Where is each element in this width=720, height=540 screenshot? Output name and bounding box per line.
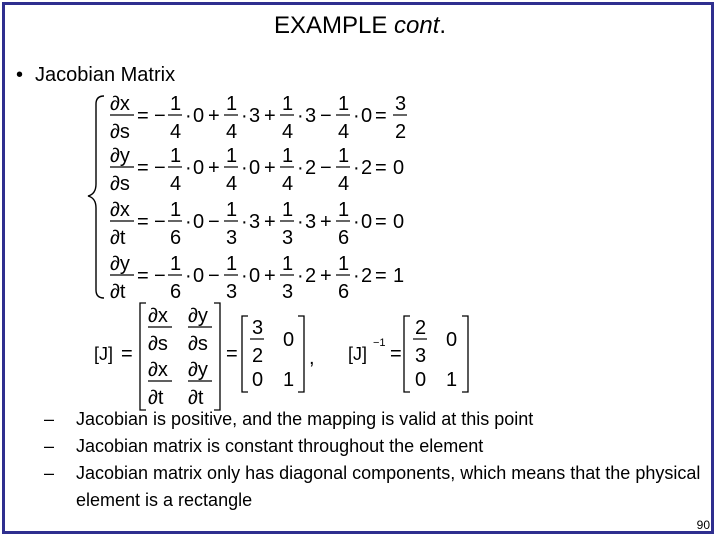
svg-text:0: 0	[252, 369, 264, 391]
sub-bullet-marker: –	[44, 409, 55, 429]
svg-text:3: 3	[305, 105, 317, 127]
sub-bullet-text: Jacobian is positive, and the mapping is valid at this point	[76, 409, 534, 429]
page-number: 90	[696, 518, 710, 532]
svg-text:0: 0	[249, 157, 261, 179]
svg-text:0: 0	[446, 329, 458, 351]
svg-text:0: 0	[393, 211, 405, 233]
svg-text:0: 0	[415, 369, 427, 391]
svg-text:3: 3	[226, 281, 238, 303]
svg-text:·: ·	[297, 157, 304, 179]
svg-text:∂y: ∂y	[188, 359, 208, 381]
svg-text:·: ·	[353, 157, 360, 179]
svg-text:4: 4	[282, 173, 294, 195]
bullet-text: Jacobian Matrix	[35, 64, 176, 86]
svg-text:1: 1	[282, 145, 294, 167]
svg-text:∂y: ∂y	[110, 145, 130, 167]
bullet-marker: •	[16, 64, 24, 86]
svg-text:2: 2	[395, 121, 407, 143]
svg-text:+: +	[208, 157, 220, 179]
svg-text:3: 3	[226, 227, 238, 249]
svg-text:·: ·	[241, 105, 248, 127]
svg-text:−: −	[154, 105, 166, 127]
svg-text:4: 4	[226, 173, 238, 195]
svg-text:=: =	[137, 105, 149, 127]
svg-text:=: =	[137, 265, 149, 287]
sub-bullet-text: Jacobian matrix only has diagonal components, which means that the physical element is a rectangle	[76, 463, 701, 510]
svg-text:1: 1	[170, 145, 182, 167]
svg-text:1: 1	[170, 253, 182, 275]
svg-text:=: =	[137, 157, 149, 179]
svg-text:+: +	[264, 105, 276, 127]
svg-text:0: 0	[193, 105, 205, 127]
svg-text:=: =	[375, 211, 387, 233]
svg-text:−: −	[320, 157, 332, 179]
svg-text:·: ·	[297, 105, 304, 127]
sub-bullet-item	[44, 460, 704, 514]
svg-text:3: 3	[282, 281, 294, 303]
equation-dx-dt	[110, 199, 404, 249]
svg-text:∂s: ∂s	[110, 173, 130, 195]
svg-text:1: 1	[282, 199, 294, 221]
svg-text:−: −	[154, 265, 166, 287]
svg-text:3: 3	[415, 345, 427, 367]
svg-text:1: 1	[226, 93, 238, 115]
svg-text:1: 1	[283, 369, 295, 391]
svg-text:·: ·	[241, 211, 248, 233]
svg-text:·: ·	[241, 157, 248, 179]
svg-text:∂s: ∂s	[188, 333, 208, 355]
svg-text:3: 3	[395, 93, 407, 115]
sub-bullet-text: Jacobian matrix is constant throughout the element	[76, 436, 484, 456]
svg-text:0: 0	[193, 265, 205, 287]
svg-text:∂s: ∂s	[110, 121, 130, 143]
svg-text:+: +	[208, 105, 220, 127]
svg-text:2: 2	[305, 157, 317, 179]
svg-text:∂s: ∂s	[148, 333, 168, 355]
equation-dy-ds	[110, 145, 404, 195]
svg-text:6: 6	[170, 227, 182, 249]
svg-text:1: 1	[282, 253, 294, 275]
svg-text:=: =	[375, 105, 387, 127]
sub-bullet-marker: –	[44, 436, 55, 456]
svg-text:=: =	[121, 343, 133, 365]
svg-text:∂t: ∂t	[188, 387, 204, 409]
svg-text:2: 2	[415, 317, 427, 339]
svg-text:1: 1	[393, 265, 405, 287]
equation-dy-dt	[110, 253, 404, 303]
svg-text:−: −	[320, 105, 332, 127]
svg-text:3: 3	[282, 227, 294, 249]
svg-text:1: 1	[226, 199, 238, 221]
svg-text:−: −	[154, 157, 166, 179]
svg-text:·: ·	[185, 105, 192, 127]
svg-text:3: 3	[305, 211, 317, 233]
svg-text:0: 0	[361, 105, 373, 127]
svg-text:∂t: ∂t	[110, 281, 126, 303]
svg-text:·: ·	[185, 211, 192, 233]
svg-text:+: +	[264, 211, 276, 233]
svg-text:+: +	[264, 265, 276, 287]
svg-text:1: 1	[338, 93, 350, 115]
svg-text:∂x: ∂x	[148, 359, 168, 381]
svg-text:0: 0	[393, 157, 405, 179]
svg-text:0: 0	[361, 211, 373, 233]
sub-bullet-item	[44, 406, 704, 433]
svg-text:3: 3	[249, 211, 261, 233]
svg-text:4: 4	[338, 173, 350, 195]
svg-text:=: =	[390, 343, 402, 365]
sub-bullet-item	[44, 433, 704, 460]
svg-text:·: ·	[185, 265, 192, 287]
svg-text:6: 6	[170, 281, 182, 303]
svg-text:0: 0	[193, 211, 205, 233]
svg-text:4: 4	[282, 121, 294, 143]
svg-text:∂x: ∂x	[110, 199, 130, 221]
svg-text:∂t: ∂t	[110, 227, 126, 249]
svg-text:∂t: ∂t	[148, 387, 164, 409]
svg-text:4: 4	[226, 121, 238, 143]
svg-text:−1: −1	[373, 337, 386, 349]
svg-text:6: 6	[338, 227, 350, 249]
svg-text:·: ·	[297, 211, 304, 233]
svg-text:·: ·	[353, 265, 360, 287]
svg-text:2: 2	[361, 157, 373, 179]
svg-text:=: =	[137, 211, 149, 233]
svg-text:−: −	[208, 265, 220, 287]
svg-text:3: 3	[252, 317, 264, 339]
svg-text:·: ·	[353, 105, 360, 127]
svg-text:−: −	[208, 211, 220, 233]
svg-text:[J]: [J]	[348, 344, 368, 364]
svg-text:+: +	[264, 157, 276, 179]
svg-text:4: 4	[170, 121, 182, 143]
svg-text:1: 1	[170, 93, 182, 115]
svg-text:+: +	[320, 265, 332, 287]
svg-text:0: 0	[249, 265, 261, 287]
svg-text:1: 1	[170, 199, 182, 221]
svg-text:∂x: ∂x	[110, 93, 130, 115]
svg-text:1: 1	[226, 253, 238, 275]
svg-text:·: ·	[241, 265, 248, 287]
svg-text:1: 1	[338, 199, 350, 221]
svg-text:1: 1	[226, 145, 238, 167]
svg-text:1: 1	[446, 369, 458, 391]
svg-text:1: 1	[338, 253, 350, 275]
svg-text:0: 0	[193, 157, 205, 179]
svg-text:∂y: ∂y	[110, 253, 130, 275]
svg-text:2: 2	[361, 265, 373, 287]
left-brace	[88, 96, 104, 298]
svg-text:1: 1	[282, 93, 294, 115]
svg-text:0: 0	[283, 329, 295, 351]
svg-text:,: ,	[309, 347, 315, 369]
svg-text:6: 6	[338, 281, 350, 303]
svg-text:=: =	[375, 157, 387, 179]
svg-text:·: ·	[297, 265, 304, 287]
svg-text:2: 2	[252, 345, 264, 367]
equation-dx-ds	[110, 93, 407, 143]
svg-text:3: 3	[249, 105, 261, 127]
svg-text:·: ·	[185, 157, 192, 179]
svg-text:+: +	[320, 211, 332, 233]
jacobian-matrix-definition	[94, 303, 315, 410]
svg-text:2: 2	[305, 265, 317, 287]
svg-text:4: 4	[170, 173, 182, 195]
jacobian-inverse	[348, 316, 468, 392]
svg-text:4: 4	[338, 121, 350, 143]
svg-text:=: =	[226, 343, 238, 365]
svg-text:[J]: [J]	[94, 344, 114, 364]
sub-bullet-list	[44, 406, 704, 514]
svg-text:=: =	[375, 265, 387, 287]
svg-text:−: −	[154, 211, 166, 233]
svg-text:·: ·	[353, 211, 360, 233]
svg-text:∂x: ∂x	[148, 305, 168, 327]
slide-title: EXAMPLE cont.	[273, 12, 447, 39]
svg-text:1: 1	[338, 145, 350, 167]
sub-bullet-marker: –	[44, 463, 55, 483]
svg-text:∂y: ∂y	[188, 305, 208, 327]
